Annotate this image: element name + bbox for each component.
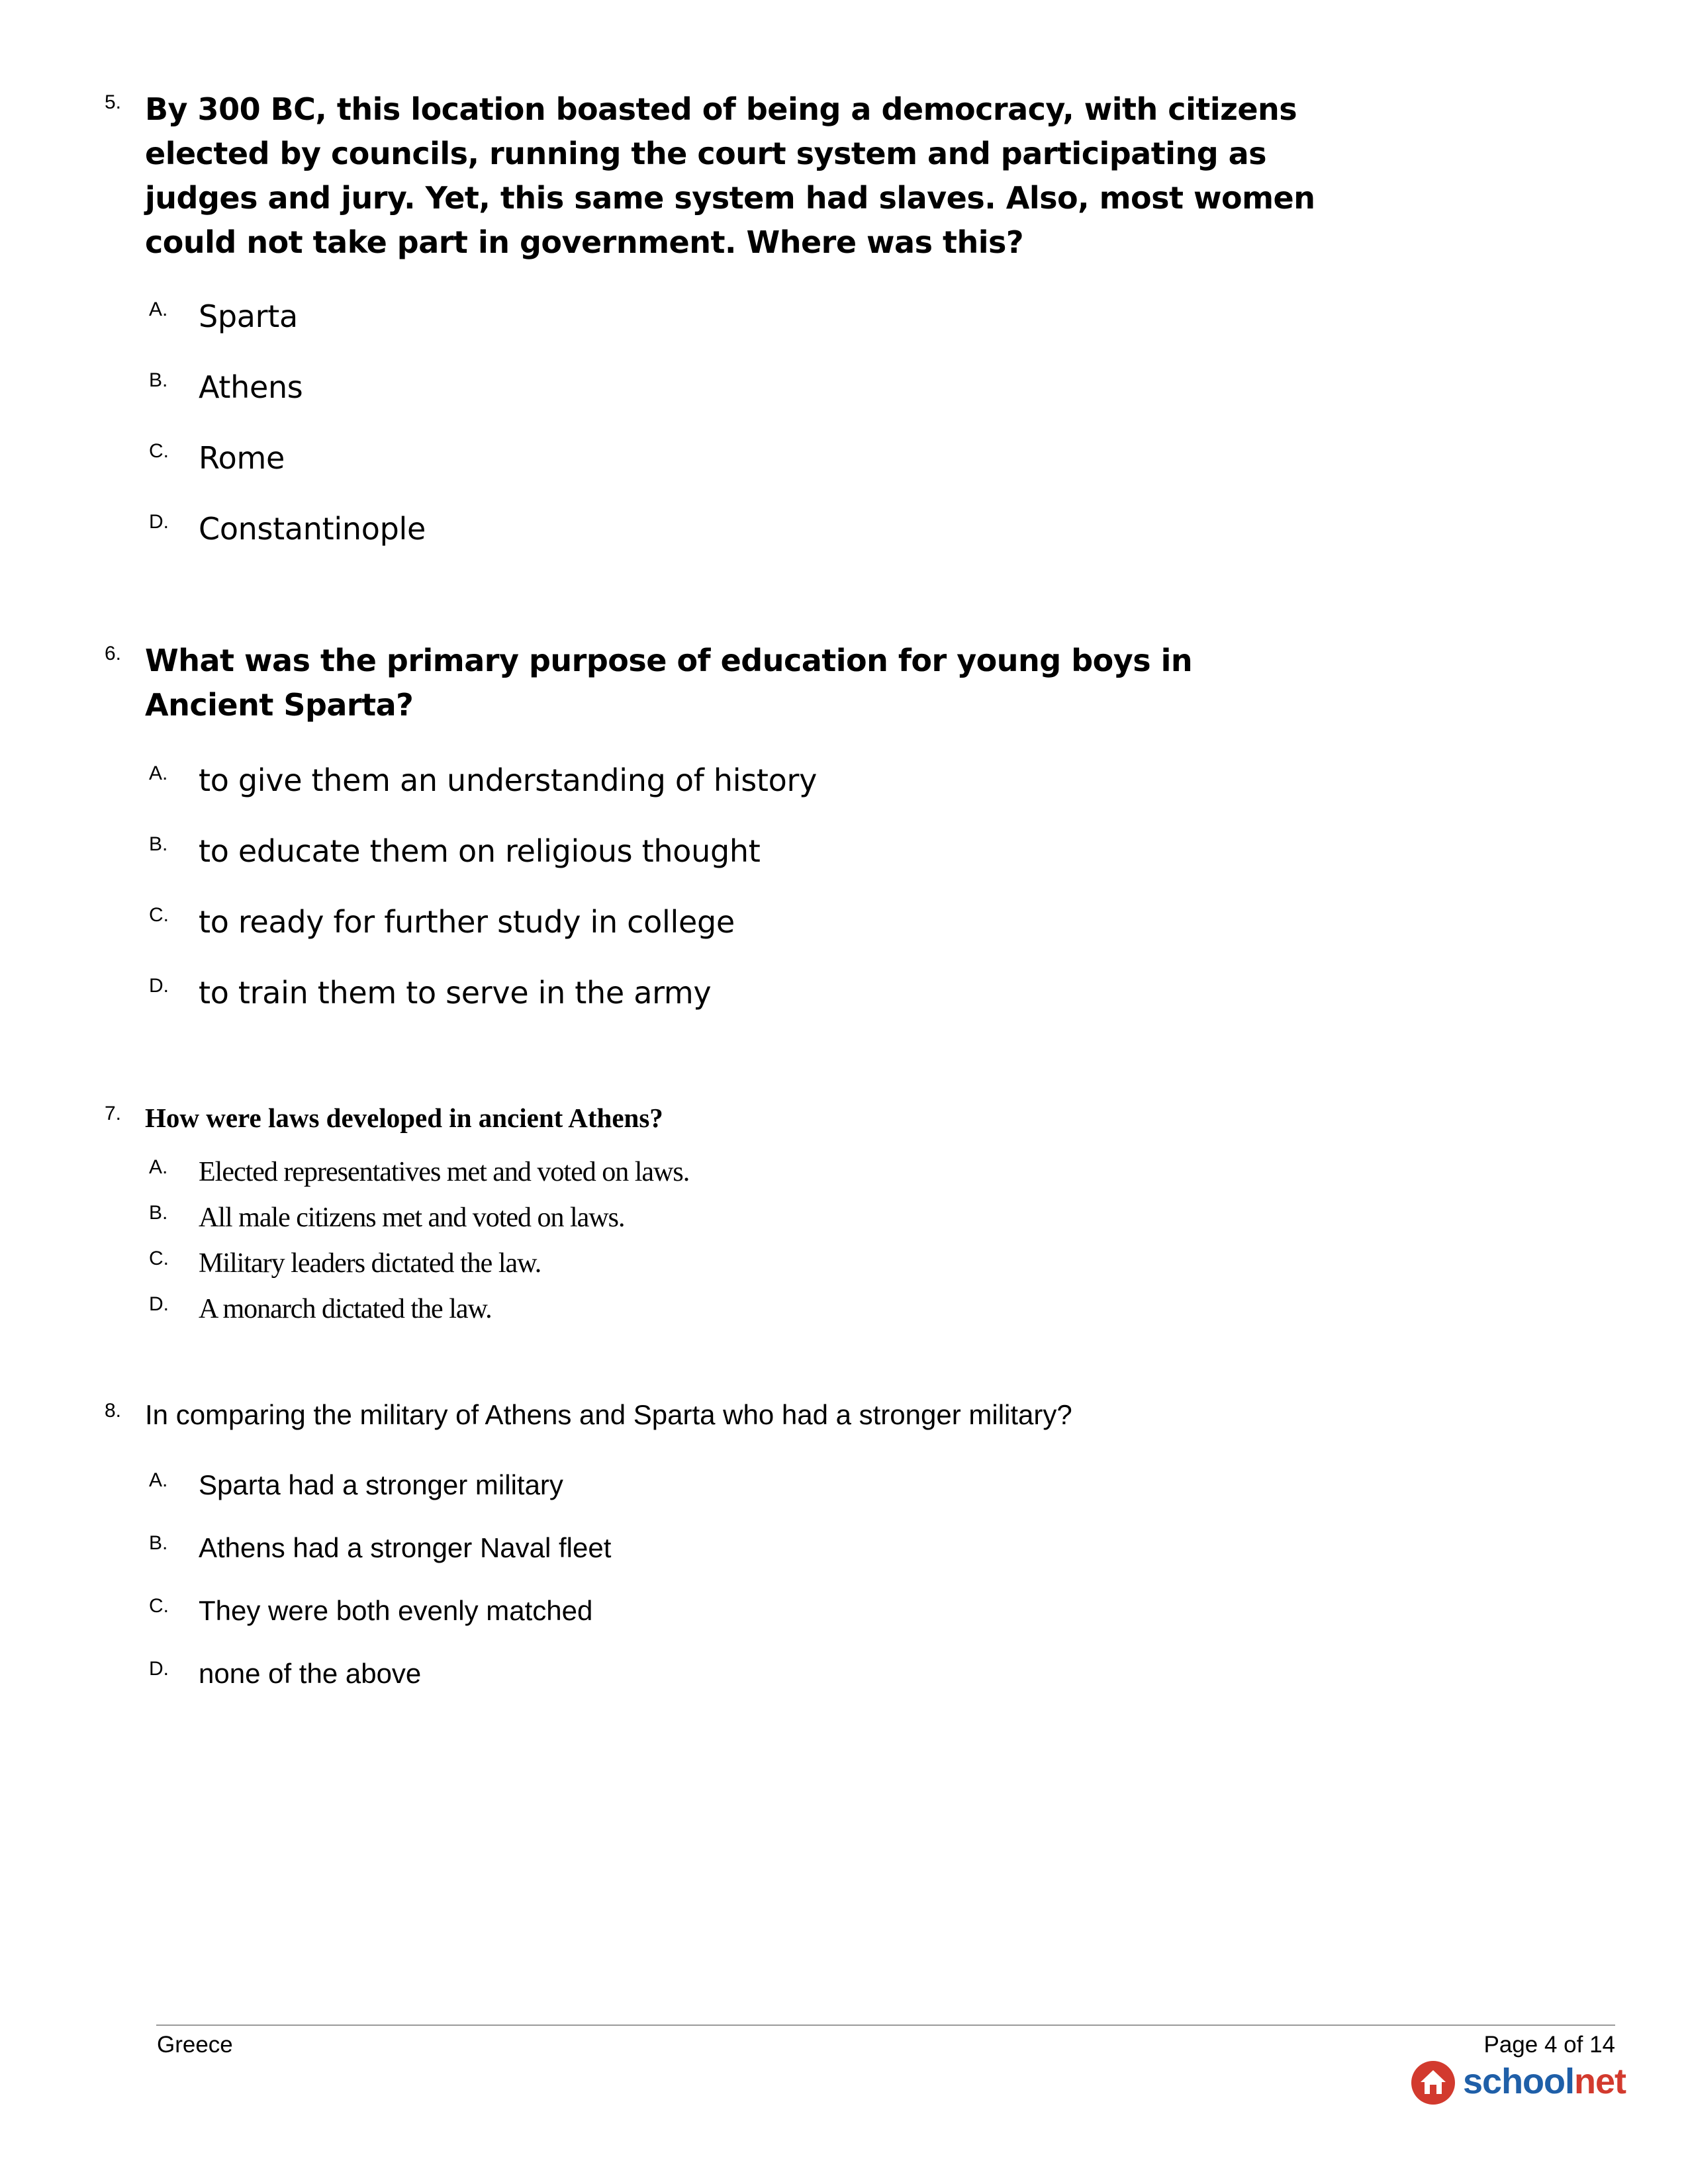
option-letter: C.: [149, 1248, 169, 1269]
option-text: Elected representatives met and voted on laws.: [199, 1157, 690, 1187]
option-letter: D.: [149, 511, 169, 533]
house-icon: [1410, 2060, 1456, 2106]
option-text: They were both evenly matched: [199, 1595, 593, 1626]
option-letter: D.: [149, 1658, 169, 1680]
option-letter: D.: [149, 975, 169, 997]
footer-title: Greece: [157, 2032, 233, 2058]
logo-wordmark: [1463, 2061, 1626, 2102]
option-letter: C.: [149, 1595, 169, 1617]
option-letter: B.: [149, 1532, 168, 1554]
footer-divider: [156, 2025, 1615, 2026]
question-text: By 300 BC, this location boasted of being a democracy, with citizens elected by councils, running the court system and participating as judges and jury. Yet, this same system had slaves. Also, most women could not take part in government. Where was this?: [145, 91, 1315, 260]
option-letter: A.: [149, 762, 168, 784]
question-number: 7.: [105, 1103, 122, 1124]
option-letter: D.: [149, 1293, 169, 1315]
option-letter: C.: [149, 440, 169, 462]
option-letter: A.: [149, 1156, 168, 1178]
option-letter: A.: [149, 1469, 168, 1491]
option-text: to ready for further study in college: [199, 904, 735, 940]
option-text: All male citizens met and voted on laws.: [199, 1203, 625, 1233]
question-number: 5.: [105, 91, 122, 113]
page-indicator: Page 4 of 14: [1483, 2032, 1615, 2058]
question-number: 6.: [105, 643, 122, 664]
option-text: to educate them on religious thought: [199, 833, 761, 869]
option-text: to give them an understanding of history: [199, 762, 818, 798]
option-text: Athens: [199, 369, 303, 405]
question-text: What was the primary purpose of education for young boys in Ancient Sparta?: [145, 643, 1193, 723]
option-letter: B.: [149, 1202, 168, 1224]
option-text: Sparta had a stronger military: [199, 1469, 563, 1500]
logo-text-school: school: [1463, 2062, 1575, 2101]
option-text: Rome: [199, 440, 285, 476]
question-number: 8.: [105, 1400, 122, 1422]
option-letter: C.: [149, 904, 169, 926]
logo-text-net: net: [1574, 2062, 1626, 2101]
option-text: A monarch dictated the law.: [199, 1294, 492, 1324]
question-text: In comparing the military of Athens and Sparta who had a stronger military?: [145, 1399, 1072, 1430]
question-text: How were laws developed in ancient Athens?: [145, 1103, 663, 1133]
schoolnet-logo: [1410, 2060, 1626, 2106]
option-text: to train them to serve in the army: [199, 975, 712, 1011]
option-text: Military leaders dictated the law.: [199, 1248, 541, 1279]
option-text: Sparta: [199, 298, 298, 334]
option-letter: B.: [149, 369, 168, 391]
option-text: Constantinople: [199, 511, 426, 547]
option-letter: B.: [149, 833, 168, 855]
option-letter: A.: [149, 298, 168, 320]
option-text: Athens had a stronger Naval fleet: [199, 1532, 612, 1563]
option-text: none of the above: [199, 1658, 422, 1689]
